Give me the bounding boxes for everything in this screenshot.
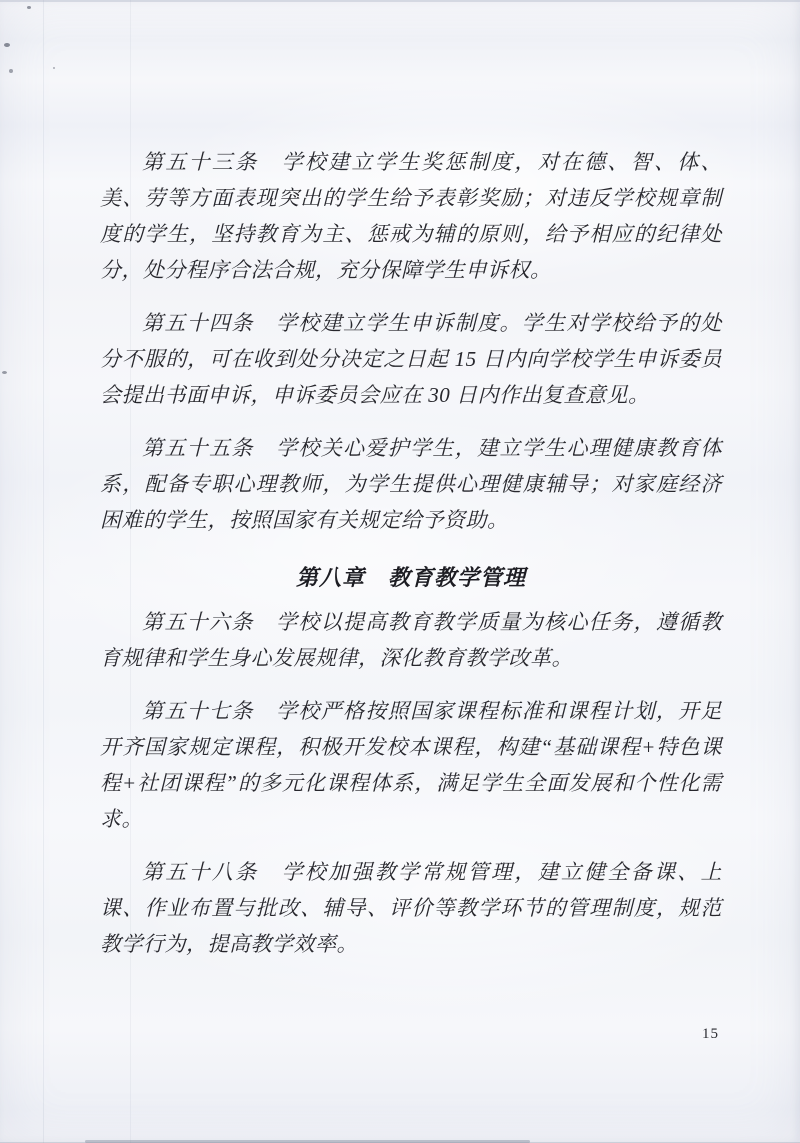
article-54-paragraph: 第五十四条 学校建立学生申诉制度。学生对学校给予的处分不服的，可在收到处分决定之日起 15 日内向学校学生申诉委员会提出书面申诉，申诉委员会应在 30 日内作出复查意见。 xyxy=(100,311,722,407)
scan-speck xyxy=(53,67,55,69)
article-58-paragraph: 第五十八条 学校加强教学常规管理，建立健全备课、上课、作业布置与批改、辅导、评价等教学环节的管理制度，规范教学行为，提高教学效率。 xyxy=(100,860,722,956)
chapter-8-heading: 第八章 教育教学管理 xyxy=(295,565,526,590)
vertical-scan-line xyxy=(43,0,44,1143)
document-body xyxy=(100,144,722,979)
scan-edge-shadow xyxy=(0,0,800,2)
scan-speck xyxy=(2,371,7,374)
scan-speck xyxy=(27,6,31,9)
page-number: 15 xyxy=(702,1026,719,1042)
scan-speck xyxy=(9,69,13,73)
article-56-paragraph: 第五十六条 学校以提高教育教学质量为核心任务，遵循教育规律和学生身心发展规律，深化教育教学改革。 xyxy=(100,610,722,670)
article-57-paragraph: 第五十七条 学校严格按照国家课程标准和课程计划，开足开齐国家规定课程，积极开发校本课程，构建“基础课程+特色课程+社团课程”的多元化课程体系，满足学生全面发展和个性化需求。 xyxy=(100,699,722,831)
scan-speck xyxy=(4,43,10,47)
article-55-paragraph: 第五十五条 学校关心爱护学生，建立学生心理健康教育体系，配备专职心理教师，为学生提供心理健康辅导；对家庭经济困难的学生，按照国家有关规定给予资助。 xyxy=(100,436,722,532)
article-53-paragraph: 第五十三条 学校建立学生奖惩制度，对在德、智、体、美、劳等方面表现突出的学生给予表彰奖励；对违反学校规章制度的学生，坚持教育为主、惩戒为辅的原则，给予相应的纪律处分，处分程序合法合规，充分保障学生申诉权。 xyxy=(100,150,722,282)
